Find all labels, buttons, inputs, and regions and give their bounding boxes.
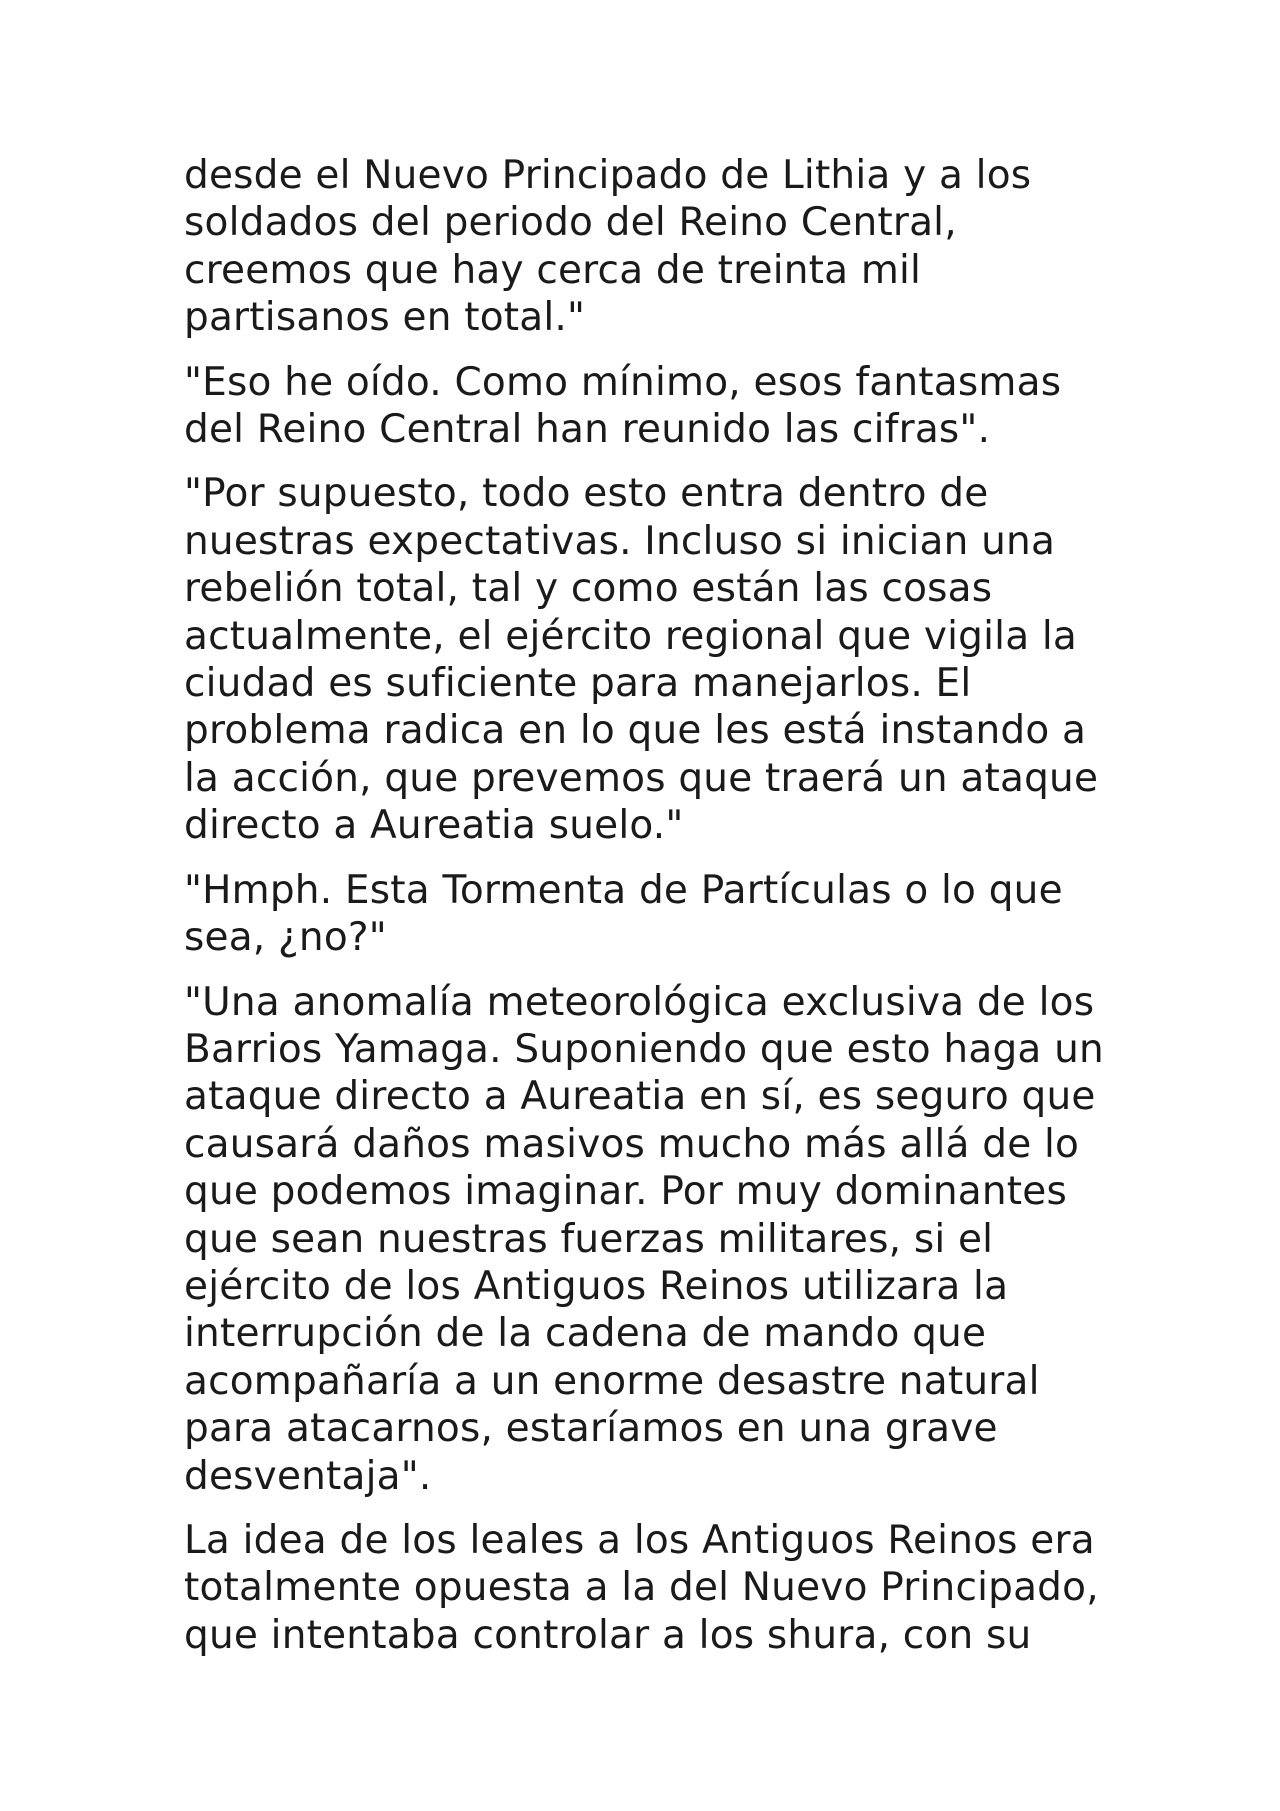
paragraph-5: "Una anomalía meteorológica exclusiva de los Barrios Yamaga. Suponiendo que esto haga un ataque directo a Aureatia en sí, es seguro que causará daños masivos mucho más allá de lo que podemos imaginar. Por muy dominantes que sean nuestras fuerzas militares, si el ejército de los Antiguos Reinos utilizara la interrupción de la cadena de mando que acompañaría a un enorme desastre natural para atacarnos, estaríamos en una grave desventaja". <box>184 979 1104 1499</box>
paragraph-4: "Hmph. Esta Tormenta de Partículas o lo que sea, ¿no?" <box>184 867 1063 961</box>
paragraph-6: La idea de los leales a los Antiguos Reinos era totalmente opuesta a la del Nuevo Principado, que intentaba controlar a los shura, con su <box>184 1517 1099 1658</box>
paragraph-2: "Eso he oído. Como mínimo, esos fantasmas del Reino Central han reunido las cifras". <box>184 359 1062 453</box>
document-page <box>184 152 1144 1676</box>
paragraph-1: desde el Nuevo Principado de Lithia y a los soldados del periodo del Reino Central, creemos que hay cerca de treinta mil partisanos en total." <box>184 153 1032 341</box>
paragraph-3: "Por supuesto, todo esto entra dentro de nuestras expectativas. Incluso si inician una rebelión total, tal y como están las cosas actualmente, el ejército regional que vigila la ciudad es suficiente para manejarlos. El problema radica en lo que les está instando a la acción, que prevemos que traerá un ataque directo a Aureatia suelo." <box>184 471 1099 849</box>
